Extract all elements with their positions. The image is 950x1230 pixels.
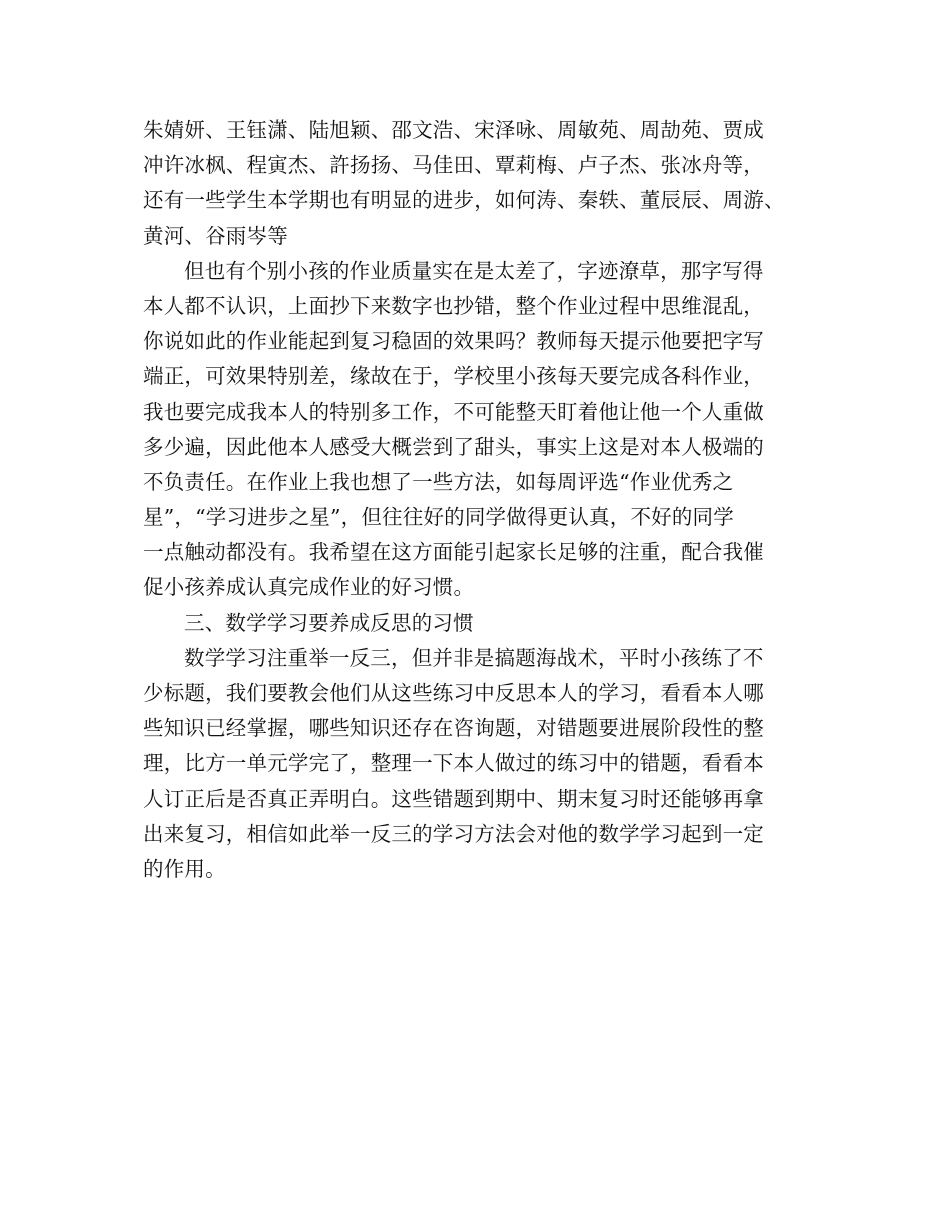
text-line: 冲许冰枫、程寅杰、許扬扬、马佳田、覃莉梅、卢子杰、张冰舟等，: [143, 153, 764, 178]
paragraph-homework-quality: [143, 254, 823, 606]
text-line: 少标题，我们要教会他们从这些练习中反思本人的学习，看看本人哪: [143, 681, 764, 705]
section-heading: [143, 606, 823, 641]
text-line: 多少遍，因此他本人感受大概尝到了甜头，事实上这是对本人极端的: [143, 434, 764, 459]
text-line: 数学学习注重举一反三，但并非是搞题海战术，平时小孩练了不: [184, 645, 764, 670]
text-line: 端正，可效果特别差，缘故在于，学校里小孩每天要完成各科作业，: [143, 364, 764, 389]
paragraph-reflection: [143, 641, 823, 887]
text-line: 理，比方一单元学完了，整理一下本人做过的练习中的错题，看看本: [143, 751, 764, 776]
document-body: [143, 113, 823, 887]
text-line: 促小孩养成认真完成作业的好习惯。: [143, 575, 475, 600]
text-line: 人订正后是否真正弄明白。这些错题到期中、期末复习时还能够再拿: [143, 786, 764, 811]
text-line: 一点触动都没有。我希望在这方面能引起家长足够的注重，配合我催: [143, 540, 764, 565]
text-line: 些知识已经掌握，哪些知识还存在咨询题，对错题要进展阶段性的整: [143, 716, 764, 741]
text-line: 朱婧妍、王钰潇、陆旭颖、邵文浩、宋泽咏、周敏苑、周劼苑、贾成: [143, 118, 764, 142]
text-line: 你说如此的作业能起到复习稳固的效果吗？教师每天提示他要把字写: [143, 329, 764, 354]
text-line: 我也要完成我本人的特别多工作，不可能整天盯着他让他一个人重做: [143, 399, 764, 424]
section-three-heading: 三、数学学习要养成反思的习惯: [184, 610, 474, 635]
text-line: 星”，“学习进步之星”，但往往好的同学做得更认真，不好的同学: [143, 505, 734, 530]
text-line: 不负责任。在作业上我也想了一些方法，如每周评选“作业优秀之: [143, 469, 734, 494]
text-line: 还有一些学生本学期也有明显的进步，如何涛、秦轶、董辰辰、周游、: [143, 188, 785, 213]
text-line: 黄河、谷雨岑等: [143, 223, 288, 248]
text-line: 出来复习，相信如此举一反三的学习方法会对他的数学学习起到一定: [143, 821, 764, 846]
text-line: 的作用。: [143, 856, 226, 881]
text-line: 本人都不认识，上面抄下来数字也抄错，整个作业过程中思维混乱，: [143, 293, 764, 318]
paragraph-students-list: [143, 113, 823, 254]
text-line: 但也有个别小孩的作业质量实在是太差了，字迹潦草，那字写得: [184, 258, 764, 283]
